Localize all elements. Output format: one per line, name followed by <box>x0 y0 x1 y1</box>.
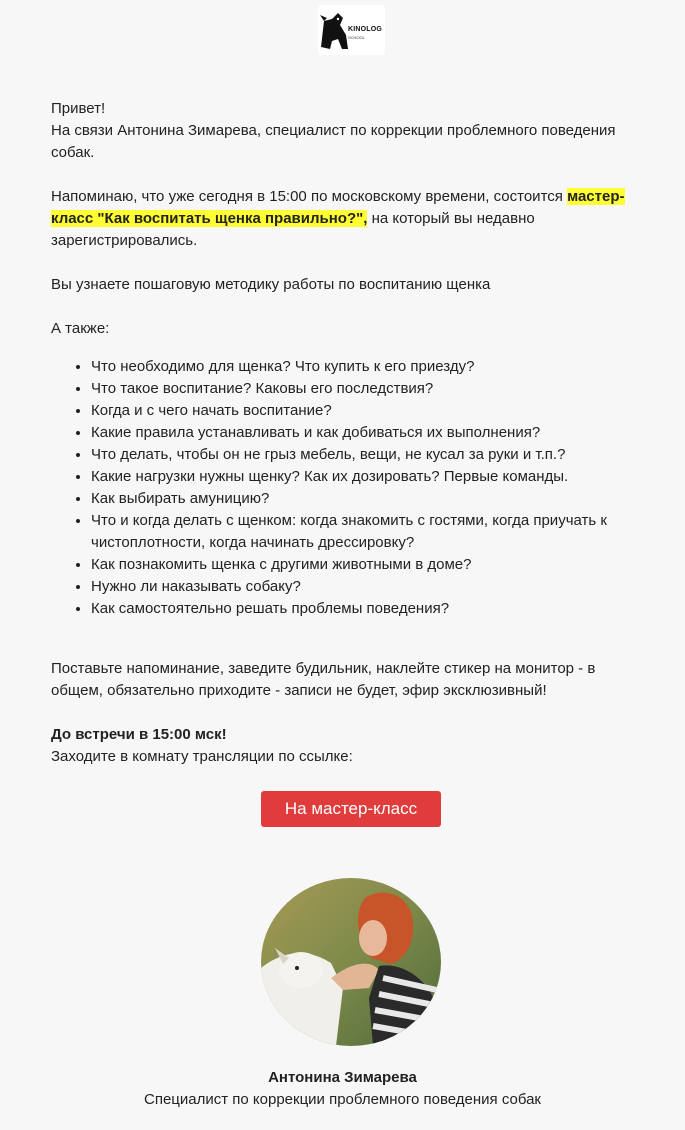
list-item: • Как самостоятельно решать проблемы поведения? <box>91 598 646 620</box>
call-to-action-text: Поставьте напоминание, заведите будильник, наклейте стикер на монитор - в общем, обязательно приходите - записи не будет, эфир эксклюзивный! <box>51 660 596 699</box>
topics-list <box>51 356 646 620</box>
list-item: • Какие правила устанавливать и как добиваться их выполнения? <box>91 422 646 444</box>
reminder-text-before: Напоминаю, что уже сегодня в 15:00 по московскому времени, состоится <box>51 188 568 205</box>
enter-text: Заходите в комнату трансляции по ссылке: <box>51 748 353 765</box>
list-item: • Как познакомить щенка с другими животными в доме? <box>91 554 646 576</box>
intro-line: На связи Антонина Зимарева, специалист по коррекции проблемного поведения собак. <box>51 122 616 161</box>
author-title: Специалист по коррекции проблемного поведения собак <box>144 1091 541 1108</box>
learn-text: Вы узнаете пошаговую методику работы по воспитанию щенка <box>51 276 491 293</box>
list-item: • Как выбирать амуницию? <box>91 488 646 510</box>
greeting: Привет! <box>51 100 106 117</box>
list-item: • Что делать, чтобы он не грыз мебель, вещи, не кусал за руки и т.п.? <box>91 444 646 466</box>
avatar <box>261 878 441 1046</box>
logo-subtext: SCHOOL <box>348 35 365 40</box>
list-item: • Что и когда делать с щенком: когда знакомить с гостями, когда приучать к чистоплотности, когда начинать дрессировку? <box>91 510 646 554</box>
see-you-text: До встречи в 15:00 мск! <box>51 726 227 743</box>
list-item: • Какие нагрузки нужны щенку? Как их дозировать? Первые команды. <box>91 466 646 488</box>
masterclass-highlight: мастер-класс "Как воспитать щенка правильно?", <box>51 188 625 227</box>
list-item: • Что такое воспитание? Каковы его последствия? <box>91 378 646 400</box>
also-label: А также: <box>51 320 110 337</box>
logo <box>318 5 385 55</box>
masterclass-button[interactable]: На мастер-класс <box>261 791 441 827</box>
reminder-text-after: на который вы недавно зарегистрировались. <box>51 210 535 249</box>
author-name: Антонина Зимарева <box>268 1069 417 1086</box>
list-item: • Когда и с чего начать воспитание? <box>91 400 646 422</box>
logo-text: KINOLOG <box>348 26 383 33</box>
author-photo <box>261 878 441 1046</box>
list-item: • Что необходимо для щенка? Что купить к его приезду? <box>91 356 646 378</box>
list-item: • Нужно ли наказывать собаку? <box>91 576 646 598</box>
reminder-paragraph <box>51 186 646 252</box>
email-body <box>51 98 646 768</box>
author-caption <box>0 1067 685 1111</box>
